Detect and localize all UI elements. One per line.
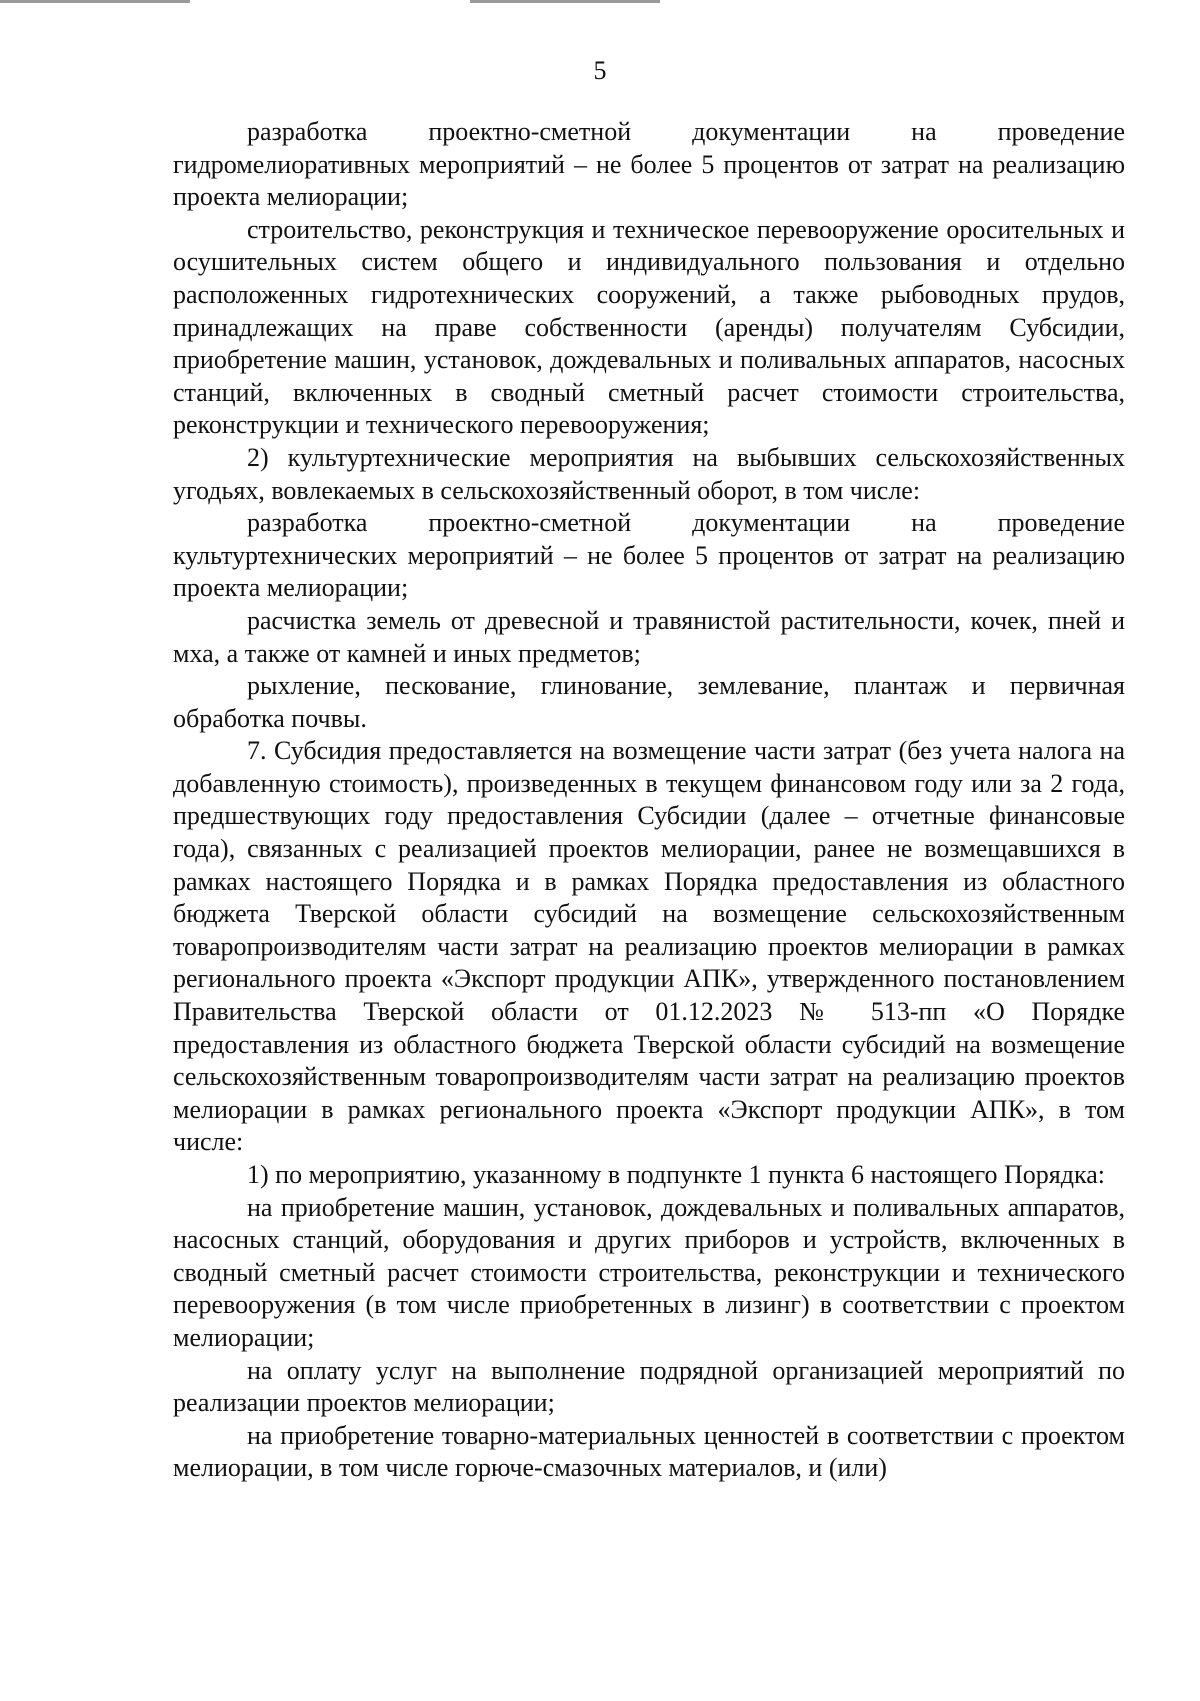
paragraph: расчистка земель от древесной и травянистой растительности, кочек, пней и мха, а также от камней и иных предметов; — [173, 605, 1125, 668]
paragraph: 7. Субсидия предоставляется на возмещение части затрат (без учета налога на добавленную стоимость), произведенных в текущем финансовом году или за 2 года, предшествующих году предоставления Субсидии (далее – отчетные финансовые года), связанных с реализацией проектов мелиорации, ранее не возмещавшихся в рамках настоящего Порядка и в рамках Порядка предоставления из областного бюджета Тверской области субсидий на возмещение сельскохозяйственным товаропроизводителям части затрат на реализацию проектов мелиорации в рамках регионального проекта «Экспорт продукции АПК», утвержденного постановлением Правительства Тверской области от 01.12.2023 № 513-пп «О Порядке предоставления из областного бюджета Тверской области субсидий на возмещение сельскохозяйственным товаропроизводителям части затрат на реализацию проектов мелиорации в рамках регионального проекта «Экспорт продукции АПК», в том числе: — [173, 736, 1125, 1157]
page-number: 5 — [593, 56, 607, 85]
paragraph: 1) по мероприятию, указанному в подпункте 1 пункта 6 настоящего Порядка: — [247, 1160, 1105, 1189]
document-body — [173, 116, 1125, 1485]
paragraph: строительство, реконструкция и техническое перевооружение оросительных и осушительных систем общего и индивидуального пользования и отдельно расположенных гидротехнических сооружений, а также рыбоводных прудов, принадлежащих на праве собственности (аренды) получателям Субсидии, приобретение машин, установок, дождевальных и поливальных аппаратов, насосных станций, включенных в сводный сметный расчет стоимости строительства, реконструкции и технического перевооружения; — [173, 214, 1125, 440]
paragraph: разработка проектно-сметной документации на проведение культуртехнических мероприятий – не более 5 процентов от затрат на реализацию проекта мелиорации; — [173, 508, 1125, 603]
paragraph: 2) культуртехнические мероприятия на выбывших сельскохозяйственных угодьях, вовлекаемых в сельскохозяйственный оборот, в том числе: — [173, 442, 1125, 505]
paragraph: на приобретение машин, установок, дождевальных и поливальных аппаратов, насосных станций, оборудования и других приборов и устройств, включенных в сводный сметный расчет стоимости строительства, реконструкции и технического перевооружения (в том числе приобретенных в лизинг) в соответствии с проектом мелиорации; — [173, 1192, 1125, 1352]
paragraph: на оплату услуг на выполнение подрядной организацией мероприятий по реализации проектов мелиорации; — [173, 1355, 1125, 1418]
paragraph: рыхление, пескование, глинование, землевание, плантаж и первичная обработка почвы. — [173, 671, 1125, 733]
scan-edge-marks — [0, 0, 1200, 6]
paragraph: разработка проектно-сметной документации на проведение гидромелиоративных мероприятий – не более 5 процентов от затрат на реализацию проекта мелиорации; — [173, 117, 1125, 212]
paragraph: на приобретение товарно-материальных ценностей в соответствии с проектом мелиорации, в том числе горюче-смазочных материалов, и (или) — [173, 1420, 1125, 1483]
